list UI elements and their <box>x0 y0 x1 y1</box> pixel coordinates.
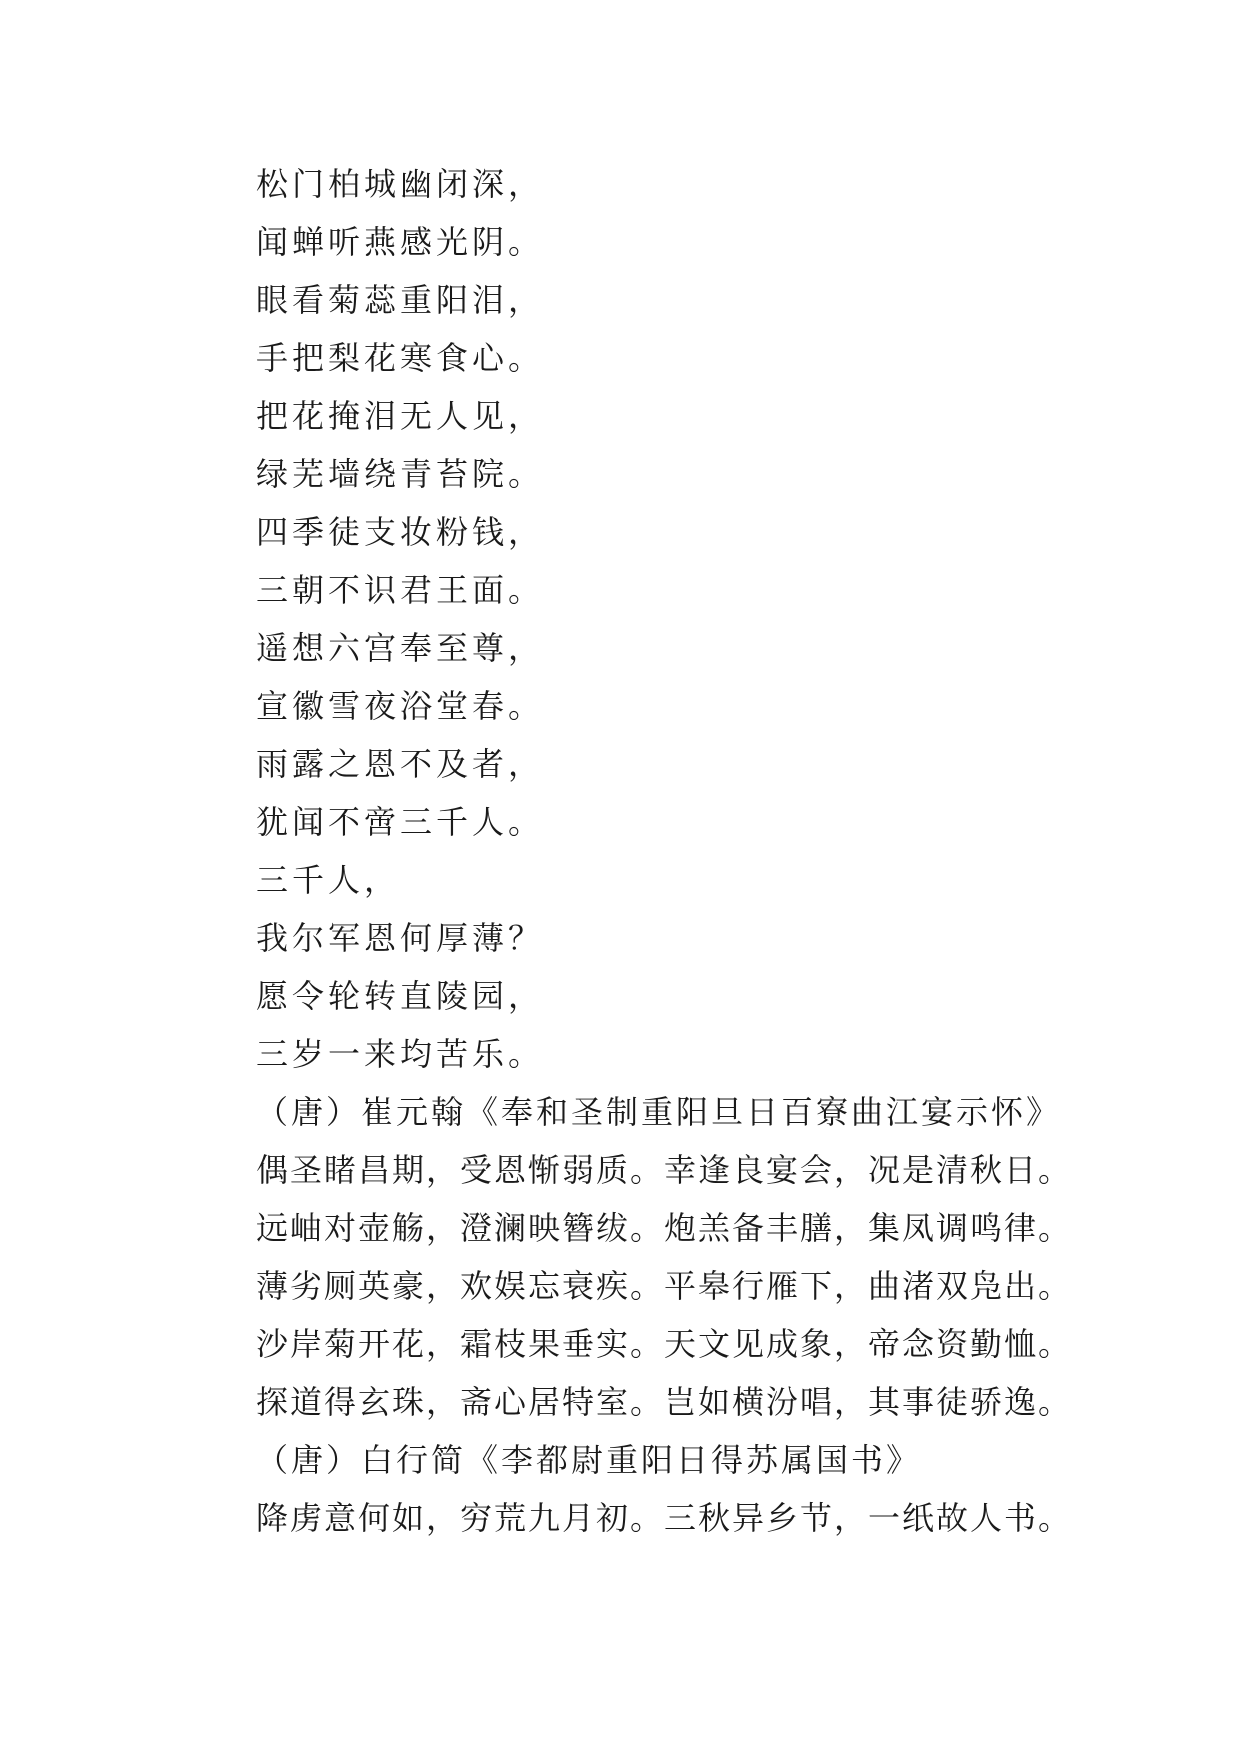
poem-line: 薄劣厕英豪，欢娱忘衰疾。平皋行雁下，曲渚双凫出。 <box>256 1267 1073 1305</box>
poem-line: 绿芜墙绕青苔院。 <box>256 455 545 493</box>
poem-line: 三岁一来均苦乐。 <box>256 1035 545 1073</box>
poem-line: 远岫对壶觞，澄澜映簪绂。炮羔备丰膳，集凤调鸣律。 <box>256 1209 1073 1247</box>
poem-line: 降虏意何如，穷荒九月初。三秋异乡节，一纸故人书。 <box>256 1499 1073 1537</box>
poem-line: 犹闻不啻三千人。 <box>256 803 545 841</box>
poem-title: （唐）崔元翰《奉和圣制重阳旦日百寮曲江宴示怀》 <box>256 1093 1062 1131</box>
poem-line: 四季徒支妆粉钱， <box>256 513 545 551</box>
poem-line: 三朝不识君王面。 <box>256 571 545 609</box>
poem-line: 遥想六宫奉至尊， <box>256 629 545 667</box>
poem-text-block <box>256 155 1176 1547</box>
poem-line: 我尔军恩何厚薄？ <box>256 919 545 957</box>
poem-line: 三千人， <box>256 861 401 899</box>
poem-line: 雨露之恩不及者， <box>256 745 545 783</box>
poem-line: 宣徽雪夜浴堂春。 <box>256 687 545 725</box>
poem-line: 松门柏城幽闭深， <box>256 165 545 203</box>
poem-line: 把花掩泪无人见， <box>256 397 545 435</box>
poem-line: 手把梨花寒食心。 <box>256 339 545 377</box>
poem-line: 偶圣睹昌期，受恩惭弱质。幸逢良宴会，况是清秋日。 <box>256 1151 1073 1189</box>
poem-line: 愿令轮转直陵园， <box>256 977 545 1015</box>
poem-line: 闻蝉听燕感光阴。 <box>256 223 545 261</box>
poem-line: 探道得玄珠，斋心居特室。岂如横汾唱，其事徒骄逸。 <box>256 1383 1073 1421</box>
poem-line: 眼看菊蕊重阳泪， <box>256 281 545 319</box>
poem-title: （唐）白行简《李都尉重阳日得苏属国书》 <box>256 1441 922 1479</box>
poem-line: 沙岸菊开花，霜枝果垂实。天文见成象，帝念资勤恤。 <box>256 1325 1073 1363</box>
